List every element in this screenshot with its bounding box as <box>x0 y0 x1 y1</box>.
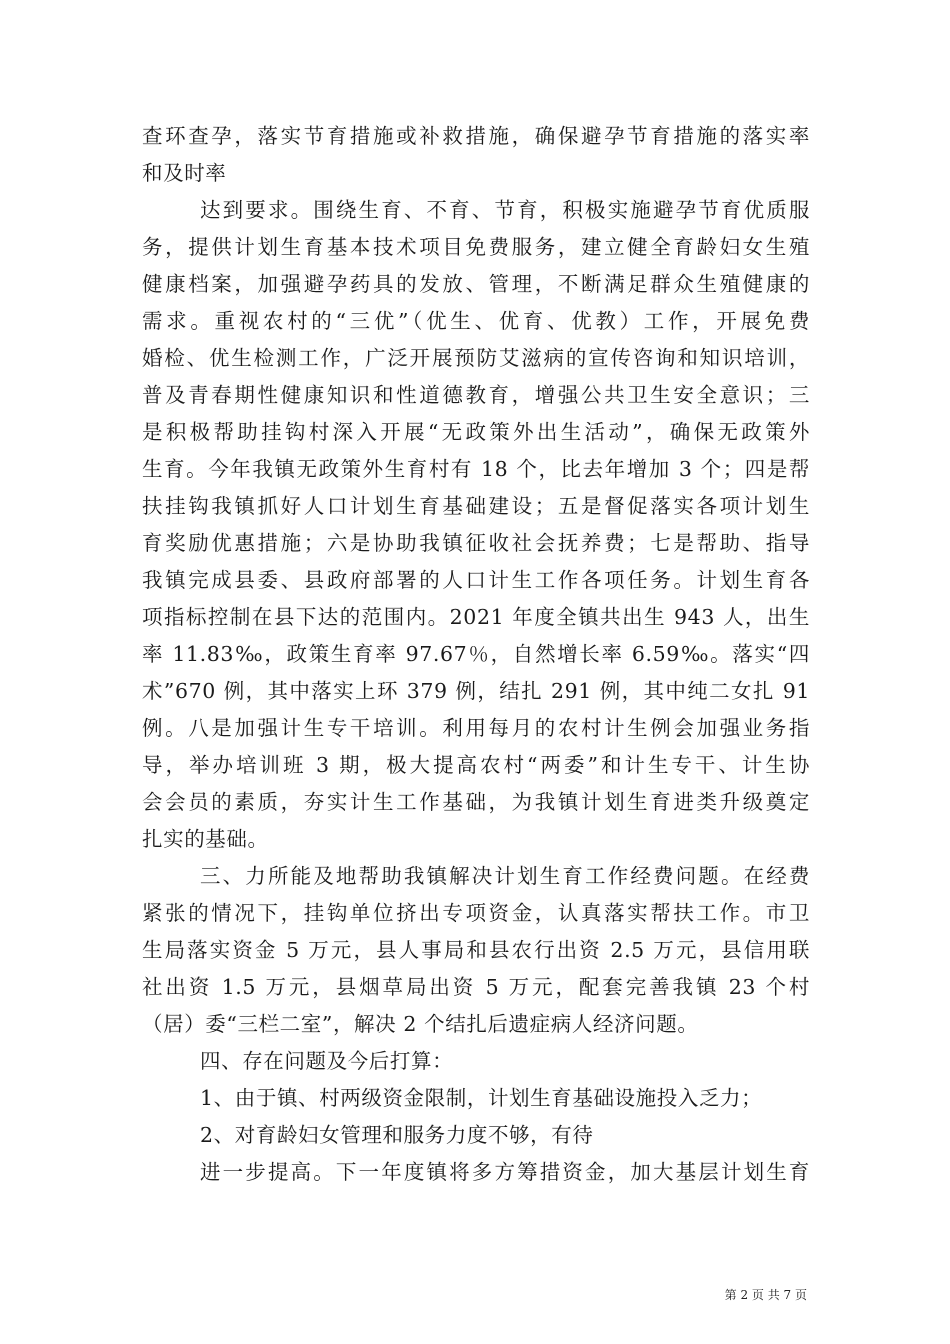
text-line: 三、力所能及地帮助我镇解决计划生育工作经费问题。在经费 <box>200 864 810 888</box>
text-line: 项指标控制在县下达的范围内。2021 年度全镇共出生 943 人，出生 <box>142 605 810 629</box>
text-line: 普及青春期性健康知识和性道德教育，增强公共卫生安全意识；三 <box>142 383 810 407</box>
text-line: 例。八是加强计生专干培训。利用每月的农村计生例会加强业务指 <box>142 716 810 740</box>
text-line: 四、存在问题及今后打算： <box>200 1049 454 1073</box>
text-line: 进一步提高。下一年度镇将多方筹措资金，加大基层计划生育 <box>200 1160 810 1184</box>
text-line: 紧张的情况下，挂钩单位挤出专项资金，认真落实帮扶工作。市卫 <box>142 901 810 925</box>
text-line: 查环查孕，落实节育措施或补救措施，确保避孕节育措施的落实率 <box>142 124 810 148</box>
text-line: 需求。重视农村的“三优”（优生、优育、优教）工作，开展免费 <box>142 309 810 333</box>
text-line: 健康档案，加强避孕药具的发放、管理，不断满足群众生殖健康的 <box>142 272 810 296</box>
text-line: 我镇完成县委、县政府部署的人口计生工作各项任务。计划生育各 <box>142 568 810 592</box>
text-line: 和及时率 <box>142 161 227 185</box>
text-line: 社出资 1.5 万元，县烟草局出资 5 万元，配套完善我镇 23 个村 <box>142 975 810 999</box>
text-line: 会会员的素质，夯实计生工作基础，为我镇计划生育进类升级奠定 <box>142 790 810 814</box>
text-line: （居）委“三栏二室”，解决 2 个结扎后遗症病人经济问题。 <box>142 1012 699 1036</box>
text-line: 扶挂钩我镇抓好人口计划生育基础建设；五是督促落实各项计划生 <box>142 494 810 518</box>
text-line: 率 11.83‰，政策生育率 97.67％，自然增长率 6.59‰。落实“四 <box>142 642 810 666</box>
text-line: 术”670 例，其中落实上环 379 例，结扎 291 例，其中纯二女扎 91 <box>142 679 810 703</box>
text-line: 扎实的基础。 <box>142 827 269 851</box>
page-footer <box>0 1286 950 1303</box>
text-line: 务，提供计划生育基本技术项目免费服务，建立健全育龄妇女生殖 <box>142 235 810 259</box>
text-line: 婚检、优生检测工作，广泛开展预防艾滋病的宣传咨询和知识培训， <box>142 346 810 370</box>
text-line: 育奖励优惠措施；六是协助我镇征收社会抚养费；七是帮助、指导 <box>142 531 810 555</box>
page-number: 第 2 页 共 7 页 <box>724 1288 807 1302</box>
text-line: 生育。今年我镇无政策外生育村有 18 个，比去年增加 3 个；四是帮 <box>142 457 810 481</box>
document-body <box>142 118 810 1191</box>
text-line: 达到要求。围绕生育、不育、节育，积极实施避孕节育优质服 <box>200 198 810 222</box>
text-line: 是积极帮助挂钩村深入开展“无政策外出生活动”，确保无政策外 <box>142 420 810 444</box>
text-line: 1、由于镇、村两级资金限制，计划生育基础设施投入乏力； <box>200 1086 763 1110</box>
text-line: 导，举办培训班 3 期，极大提高农村“两委”和计生专干、计生协 <box>142 753 810 777</box>
text-line: 2、对育龄妇女管理和服务力度不够，有待 <box>200 1123 594 1147</box>
text-line: 生局落实资金 5 万元，县人事局和县农行出资 2.5 万元，县信用联 <box>142 938 810 962</box>
